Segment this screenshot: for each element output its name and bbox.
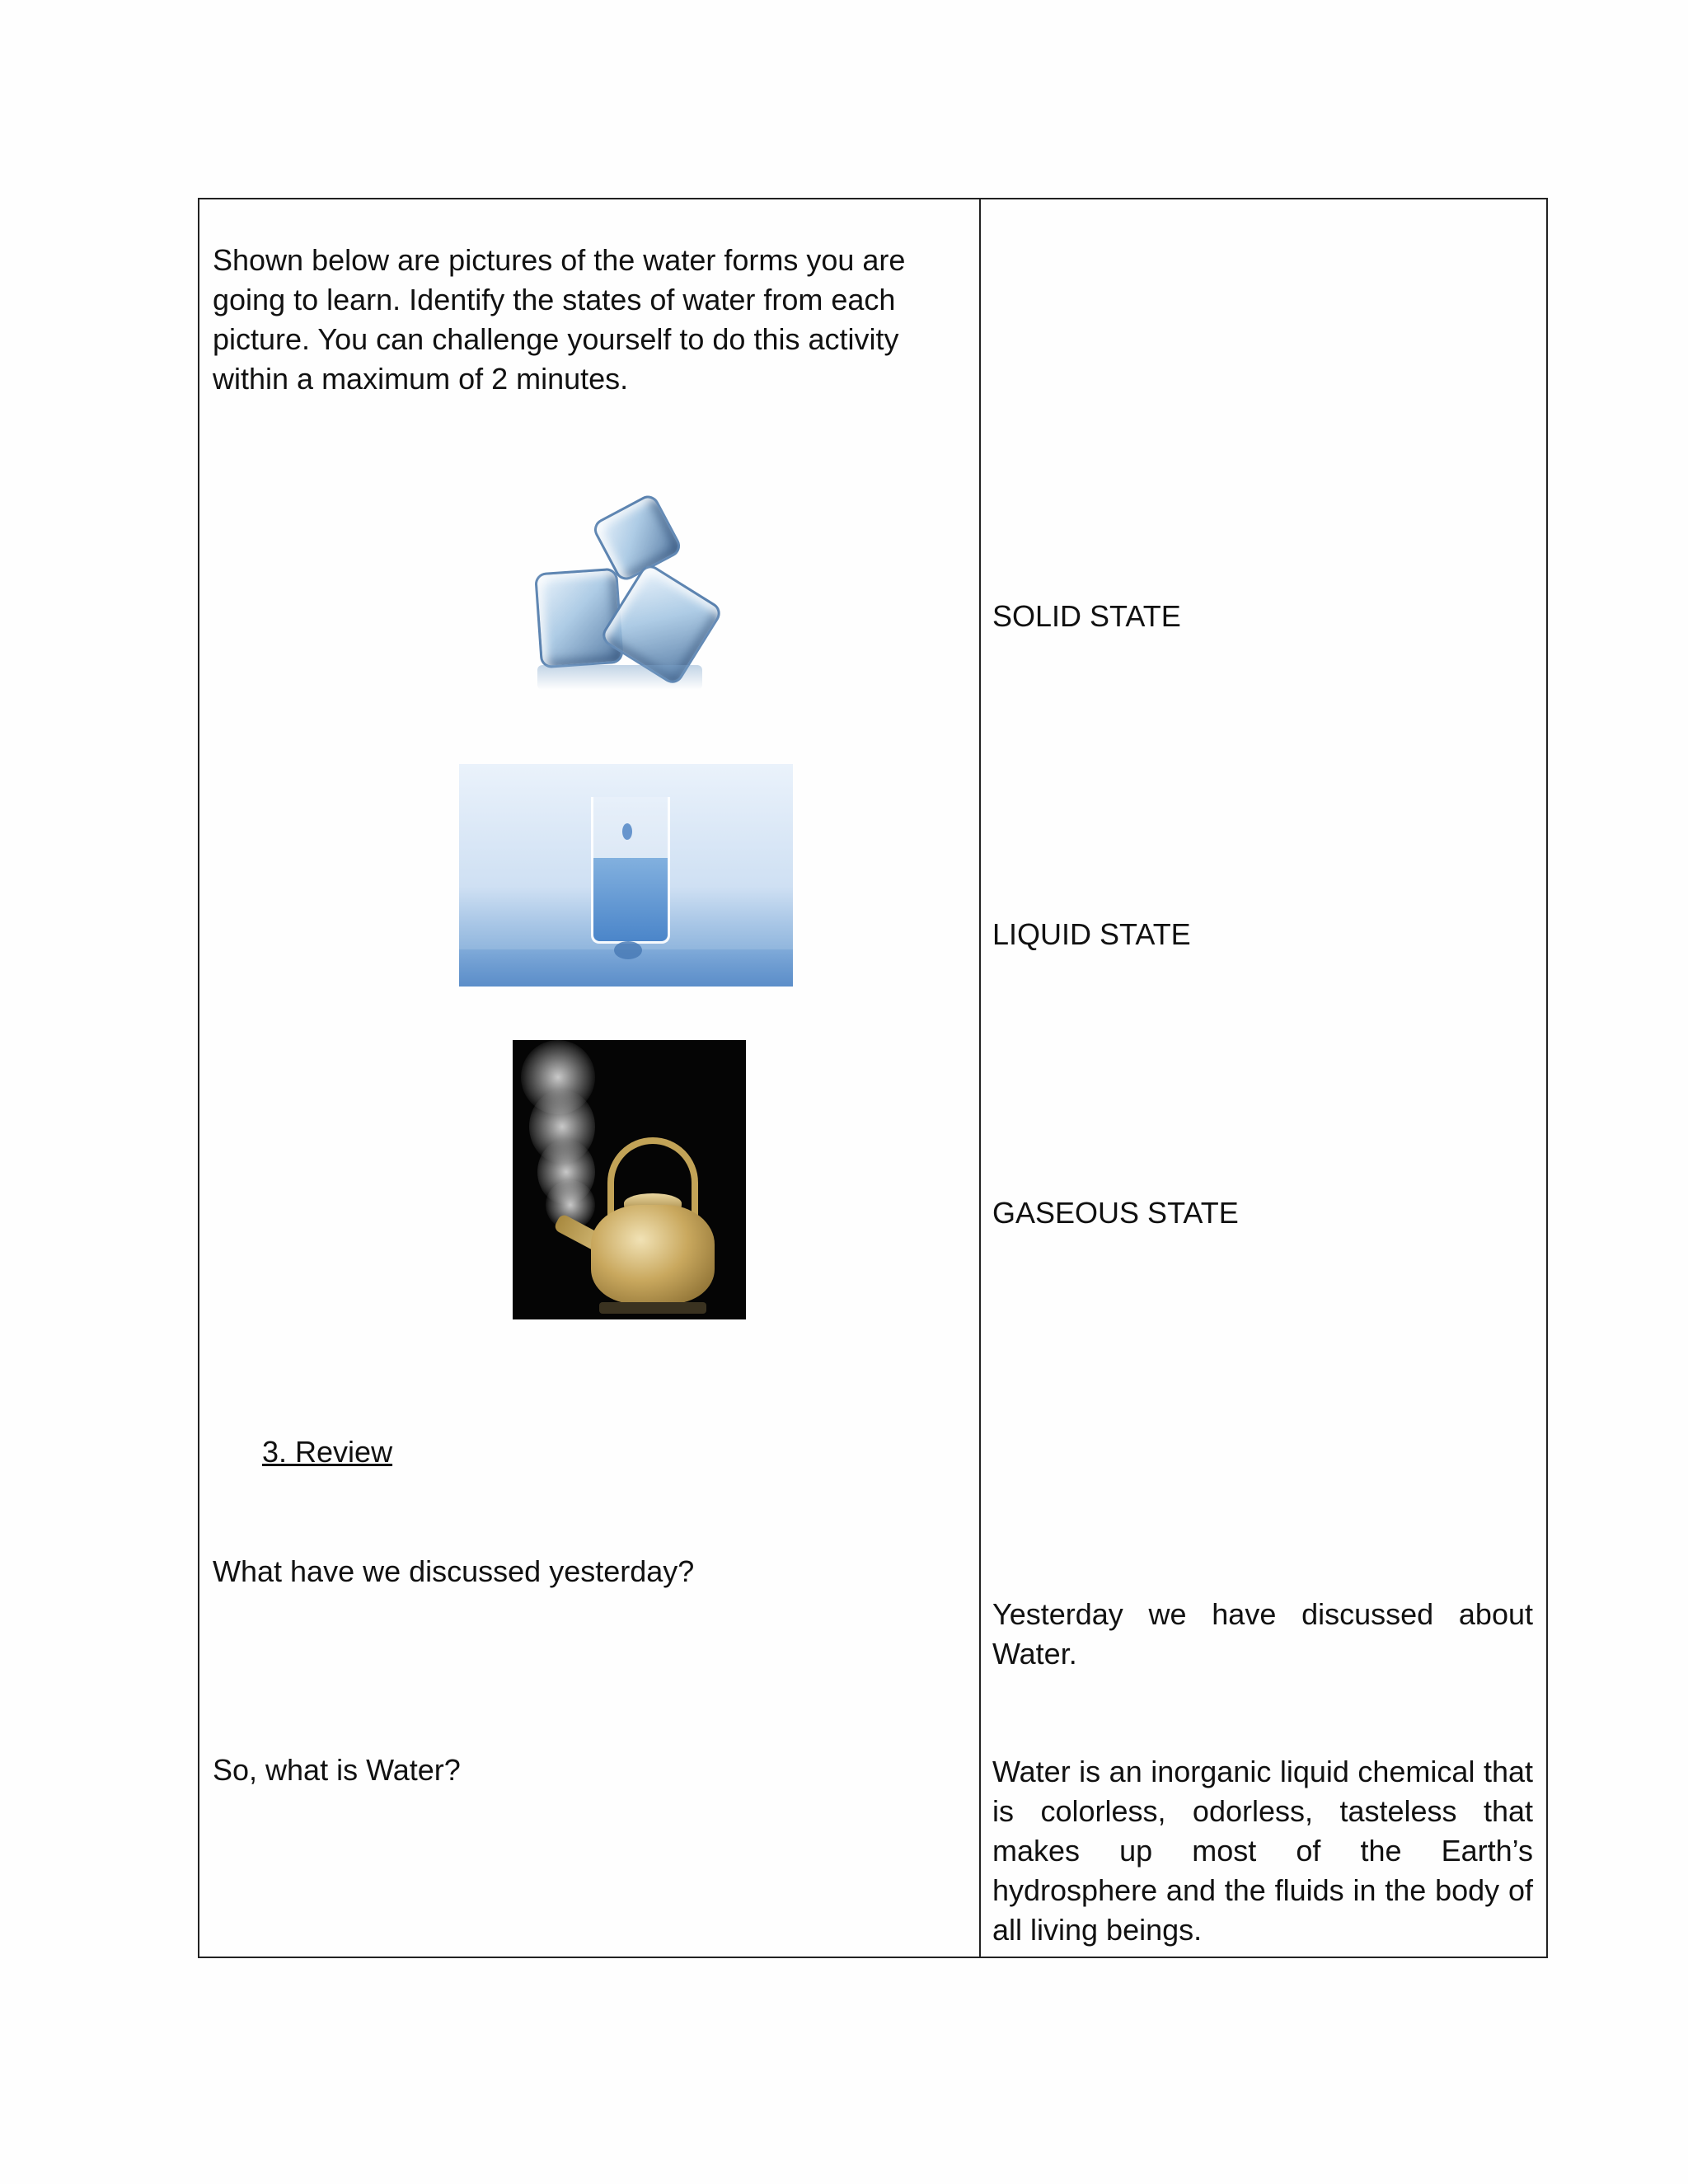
ice-cubes-picture [504,480,735,694]
answer-discussed-yesterday: Yesterday we have discussed about Water. [992,1597,1533,1671]
glass-base [614,941,642,959]
instructions-paragraph: Shown below are pictures of the water forms you are going to learn. Identify the states of water from each picture. You can challenge yourself to do this activity within a maximum of 2 minutes. [213,243,906,396]
kettle-base [599,1302,706,1314]
column-divider [979,199,981,1957]
answer-what-is-water: Water is an inorganic liquid chemical that is colorless, odorless, tasteless that makes up most of the Earth’s hydrosphere and the fluids in the body of all living beings. [992,1755,1533,1947]
glass [591,797,670,944]
solid-state-label: SOLID STATE [992,599,1181,633]
gaseous-state-label: GASEOUS STATE [992,1196,1239,1230]
lesson-table [198,198,1548,1958]
question-what-is-water: So, what is Water? [213,1753,461,1787]
liquid-state-label: LIQUID STATE [992,917,1191,951]
review-heading: 3. Review [262,1435,393,1469]
kettle-body [591,1205,715,1304]
steaming-kettle-picture [513,1040,746,1319]
glass-of-water-picture [459,764,793,987]
ice-reflection [537,665,702,690]
water-drop [622,823,632,840]
water [593,858,668,942]
question-discussed-yesterday: What have we discussed yesterday? [213,1554,695,1588]
